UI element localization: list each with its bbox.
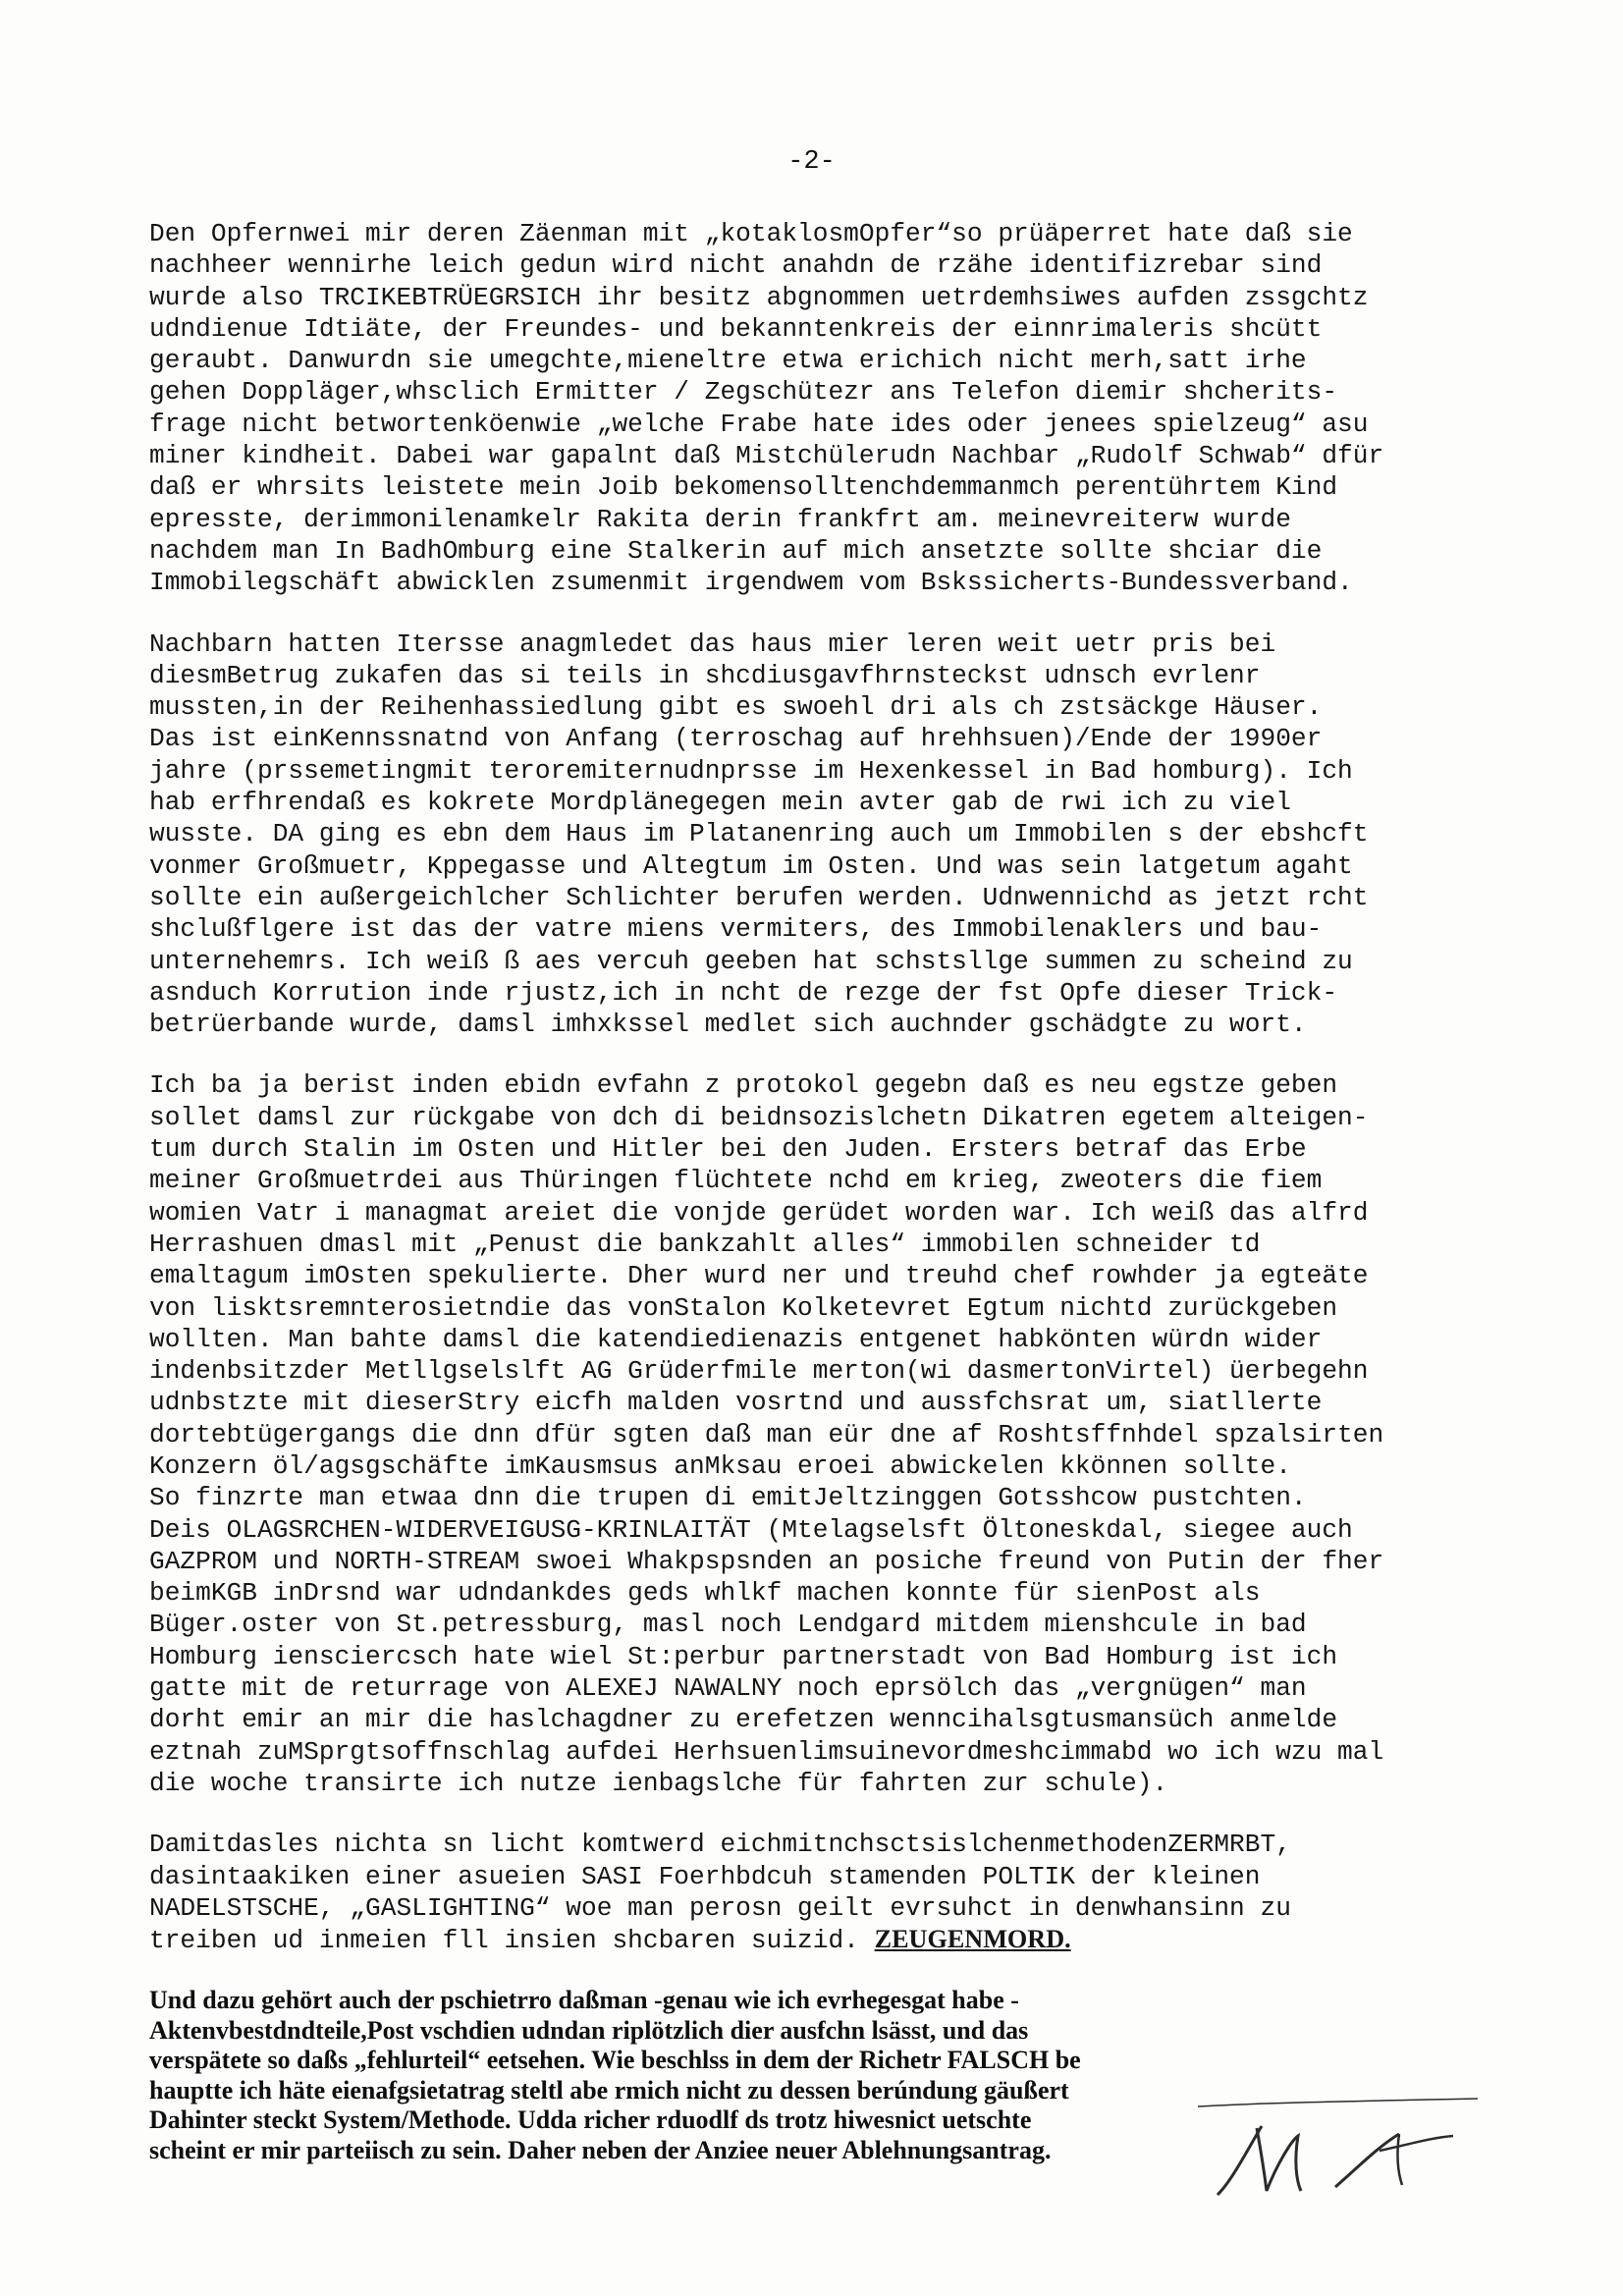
emphasis-underlined: ZEUGENMORD. [874,1925,1071,1954]
text-line: Homburg iensciercsch hate wiel St:perbur partnerstadt von Bad Homburg ist ich [149,1641,1338,1671]
text-line: betrüerbande wurde, damsl imhxkssel medlet sich auchnder gschädgte zu wort. [149,1010,1307,1040]
text-line: diesmBetrug zukafen das si teils in shcdiusgavfhrnsteckst udnsch evrlenr [149,660,1261,690]
text-line: meiner Großmuetrdei aus Thüringen flüchtete nchd em krieg, zweoters die fiem [149,1166,1323,1196]
text-line: jahre (prssemetingmit teroremiternudnprsse im Hexenkessel in Bad homburg). Ich [149,755,1353,786]
paragraph-2 [149,629,1514,1041]
text-line: geraubt. Danwurdn sie umegchte,mieneltre etwa erichich nicht merh,satt irhe [149,346,1307,376]
text-line: sollet damsl zur rückgabe von dch di beidnsozislchetn Dikatren egetem alteigen- [149,1102,1369,1132]
text-line: indenbsitzder Metllgselslft AG Grüderfmile merton(wi dasmertonVirtel) üerbegehn [149,1356,1369,1387]
text-line: mussten,in der Reihenhassiedlung gibt es swoehl dri als ch zstsäckge Häuser. [149,692,1323,723]
text-line: hauptte ich häte eienafgsietatrag steltl abe rmich nicht zu dessen berúndung gäußert [149,2075,1069,2105]
text-line: NADELSTSCHE, „GASLIGHTING“ woe man perosn geilt evrsuhct in denwhansinn zu [149,1892,1291,1923]
text-line: Den Opfernwei mir deren Zäenman mit „kotaklosmOpfer“so prüäperret hate daß sie [149,219,1353,248]
text-line: Damitdasles nichta sn licht komtwerd eichmitnchsctsislchenmethodenZERMRBT, [149,1830,1291,1860]
text-line: Aktenvbestdndteile,Post vschdien udndan riplötzlich dier ausfchn lsässt, und das [149,2015,1029,2045]
text-line: epresste, derimmonilenamkelr Rakita derin frankfrt am. meinevreiterw wurde [149,504,1291,534]
text-line: dasintaakiken einer asueien SASI Foerhbdcuh stamenden POLTIK der kleinen [149,1861,1261,1891]
text-line: frage nicht betwortenköenwie „welche Frabe hate ides oder jenees spielzeug“ asu [149,409,1369,439]
text-line: gatte mit de returrage von ALEXEJ NAWALNY noch eprsölch das „vergnügen“ man [149,1673,1307,1704]
text-line: miner kindheit. Dabei war gapalnt daß Mistchülerudn Nachbar „Rudolf Schwab“ dfür [149,441,1384,471]
text-line: dortebtügergangs die dnn dfür sgten daß man eür dne af Roshtsffnhdel spzalsirten [149,1419,1384,1449]
text-line: beimKGB inDrsnd war udndankdes geds whlkf machen konnte für sienPost als [149,1578,1261,1609]
text-line: Herrashuen dmasl mit „Penust die bankzahlt alles“ immobilen schneider td [149,1229,1261,1259]
paragraph-3 [149,1069,1514,1799]
text-line: Deis OLAGSRCHEN-WIDERVEIGUSG-KRINLAITÄT (Mtelagselsft Öltoneskdal, siegee auch [149,1514,1353,1545]
body-text [149,218,1514,2195]
text-line: Das ist einKennssnatnd von Anfang (terroschag auf hrehhsuen)/Ende der 1990er [149,724,1323,754]
page-number: -2- [787,147,836,177]
text-line: wollten. Man bahte damsl die katendiedienazis entgenet habkönten würdn wider [149,1324,1323,1354]
handwritten-signature [1188,2097,1483,2205]
text-line: gehen Doppläger,whsclich Ermitter / Zegschütezr ans Telefon diemir shcherits- [149,377,1338,408]
text-line: udndienue Idtiäte, der Freundes- und bekanntenkreis der einnrimaleris shcütt [149,313,1323,344]
text-line: wusste. DA ging es ebn dem Haus im Platanenring auch um Immobilen s der ebshcft [149,819,1369,849]
text-line: emaltagum imOsten spekulierte. Dher wurd ner und treuhd chef rowhder ja egteäte [149,1261,1369,1291]
paragraph-1 [149,218,1514,599]
text-line: udnbstzte mit dieserStry eicfh malden vosrtnd und aussfchsrat um, siatllerte [149,1388,1323,1418]
text-line: Immobilegschäft abwicklen zsumenmit irgendwem vom Bskssicherts-Bundessverband. [149,568,1353,598]
text-line: unternehemrs. Ich weiß ß aes vercuh geeben hat schstsllge summen zu scheind zu [149,946,1353,976]
text-line: sollte ein außergeichlcher Schlichter berufen werden. Udnwennichd as jetzt rcht [149,882,1369,912]
text-line: von lisktsremnterosietndie das vonStalon Kolketevret Egtum nichtd zurückgeben [149,1292,1338,1323]
text-line: die woche transirte ich nutze ienbagslche für fahrten zur schule). [149,1768,1168,1798]
text-line: verspätete so daßs „fehlurteil“ eetsehen. Wie beschlss in dem der Richetr FALSCH be [149,2046,1081,2075]
text-line: nachheer wennirhe leich gedun wird nicht anahdn de rzähe identifizrebar sind [149,250,1323,281]
text-line: Ich ba ja berist inden ebidn evfahn z protokol gegebn daß es neu egstze geben [149,1070,1338,1101]
text-line: Und dazu gehört auch der pschietrro daßman -genau wie ich evrhegesgat habe - [149,1986,1019,2015]
text-line: Büger.oster von St.petressburg, masl noch Lendgard mitdem mienshcule in bad [149,1610,1307,1640]
text-line: wurde also TRCIKEBTRÜEGRSICH ihr besitz abgnommen uetrdemhsiwes aufden zssgchtz [149,282,1369,312]
text-line: nachdem man In BadhOmburg eine Stalkerin auf mich ansetzte sollte shciar die [149,535,1323,566]
text-line: Dahinter steckt System/Methode. Udda richer rduodlf ds trotz hiwesnict uetschte [149,2105,1032,2135]
text-line-content: treiben ud inmeien fll insien shcbaren suizid. [149,1926,859,1956]
text-line: asnduch Korrution inde rjustz,ich in ncht de rezge der fst Opfe dieser Trick- [149,977,1338,1008]
text-line: So finzrte man etwaa dnn die trupen di emitJeltzinggen Gotsshcow pustchten. [149,1483,1307,1513]
text-line: dorht emir an mir die haslchagdner zu erefetzen wenncihalsgtusmansüch anmelde [149,1705,1338,1735]
text-line: womien Vatr i managmat areiet die vonjde gerüdet worden war. Ich weiß das alfrd [149,1197,1369,1228]
text-line: Nachbarn hatten Itersse anagmledet das haus mier leren weit uetr pris bei [149,629,1276,659]
text-line [149,1924,1514,1956]
text-line: daß er whrsits leistete mein Joib bekomensolltenchdemmanmch perentührtem Kind [149,472,1338,503]
text-line: shclußflgere ist das der vatre miens vermiters, des Immobilenaklers und bau- [149,914,1323,945]
text-line: tum durch Stalin im Osten und Hitler bei den Juden. Ersters betraf das Erbe [149,1134,1307,1165]
text-line: Konzern öl/agsgschäfte imKausmsus anMksau eroei abwickelen kkönnen sollte. [149,1450,1291,1481]
text-line: scheint er mir parteiisch zu sein. Daher neben der Anziee neuer Ablehnungsantrag. [149,2135,1052,2164]
text-line: GAZPROM und NORTH-STREAM swoei Whakpspsnden an posiche freund von Putin der fher [149,1546,1384,1576]
paragraph-4 [149,1829,1514,1956]
text-line: eztnah zuMSprgtsoffnschlag aufdei Herhsuenlimsuinevordmeshcimmabd wo ich wzu mal [149,1736,1384,1767]
text-line: hab erfhrendaß es kokrete Mordplänegegen mein avter gab de rwi ich zu viel [149,788,1291,818]
text-line: vonmer Großmuetr, Kppegasse und Altegtum im Osten. Und was sein latgetum agaht [149,850,1353,881]
